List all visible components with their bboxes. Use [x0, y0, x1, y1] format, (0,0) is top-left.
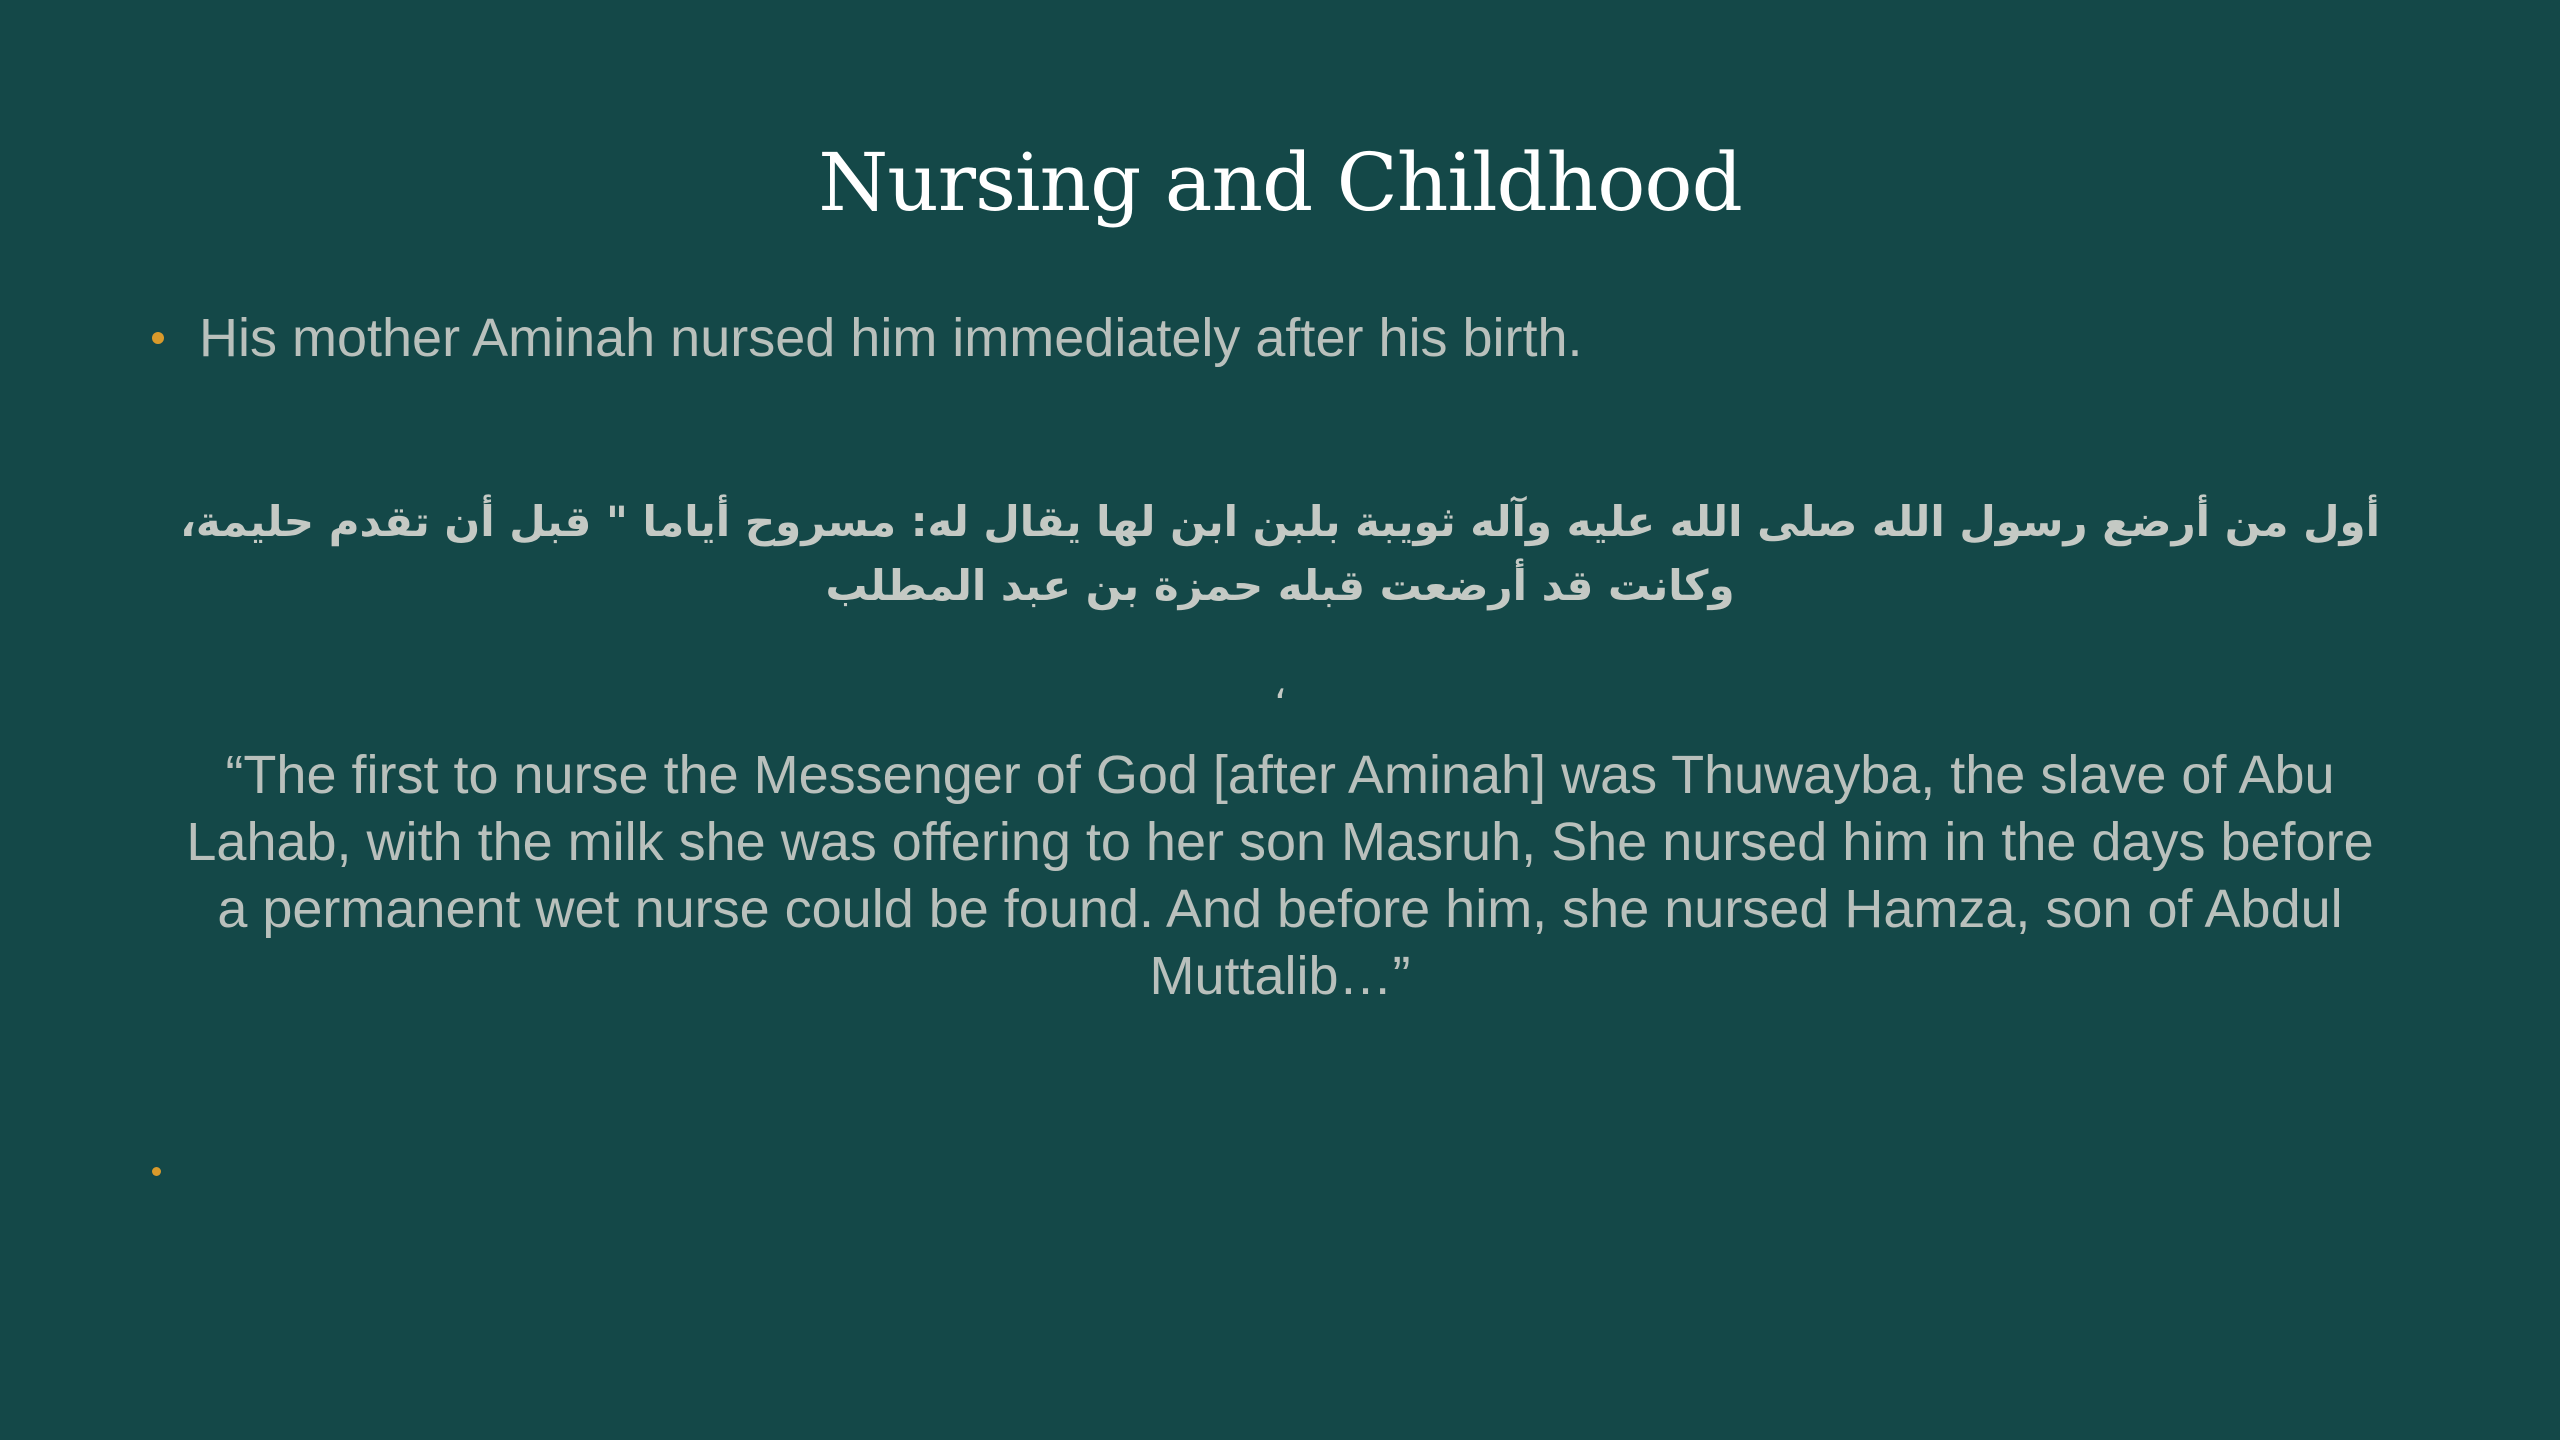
separator-mark: ،	[1273, 663, 1287, 707]
english-quote: “The first to nurse the Messenger of God [after Aminah] was Thuwayba, the slave of Abu Lahab, with the milk she was offering to her son Masruh, She nursed him in the days before a permanent wet nurse could be found. And before him, she nursed Hamza, son of Abdul Muttalib…”	[186, 745, 2374, 1006]
bullet-text: His mother Aminah nursed him immediately after his birth.	[199, 308, 1583, 368]
bullet-item	[152, 300, 1583, 376]
arabic-quote: أول من أرضع رسول الله صلى الله عليه وآله ثويبة بلبن ابن لها يقال له: مسروح أياما " قبل أن تقدم حليمة، وكانت قد أرضعت قبله حمزة بن عبد المطلب	[179, 497, 2381, 610]
empty-bullet-dot-icon	[152, 1167, 161, 1176]
slide-title: Nursing and Childhood	[818, 136, 1742, 229]
bullet-dot-icon	[152, 332, 164, 344]
